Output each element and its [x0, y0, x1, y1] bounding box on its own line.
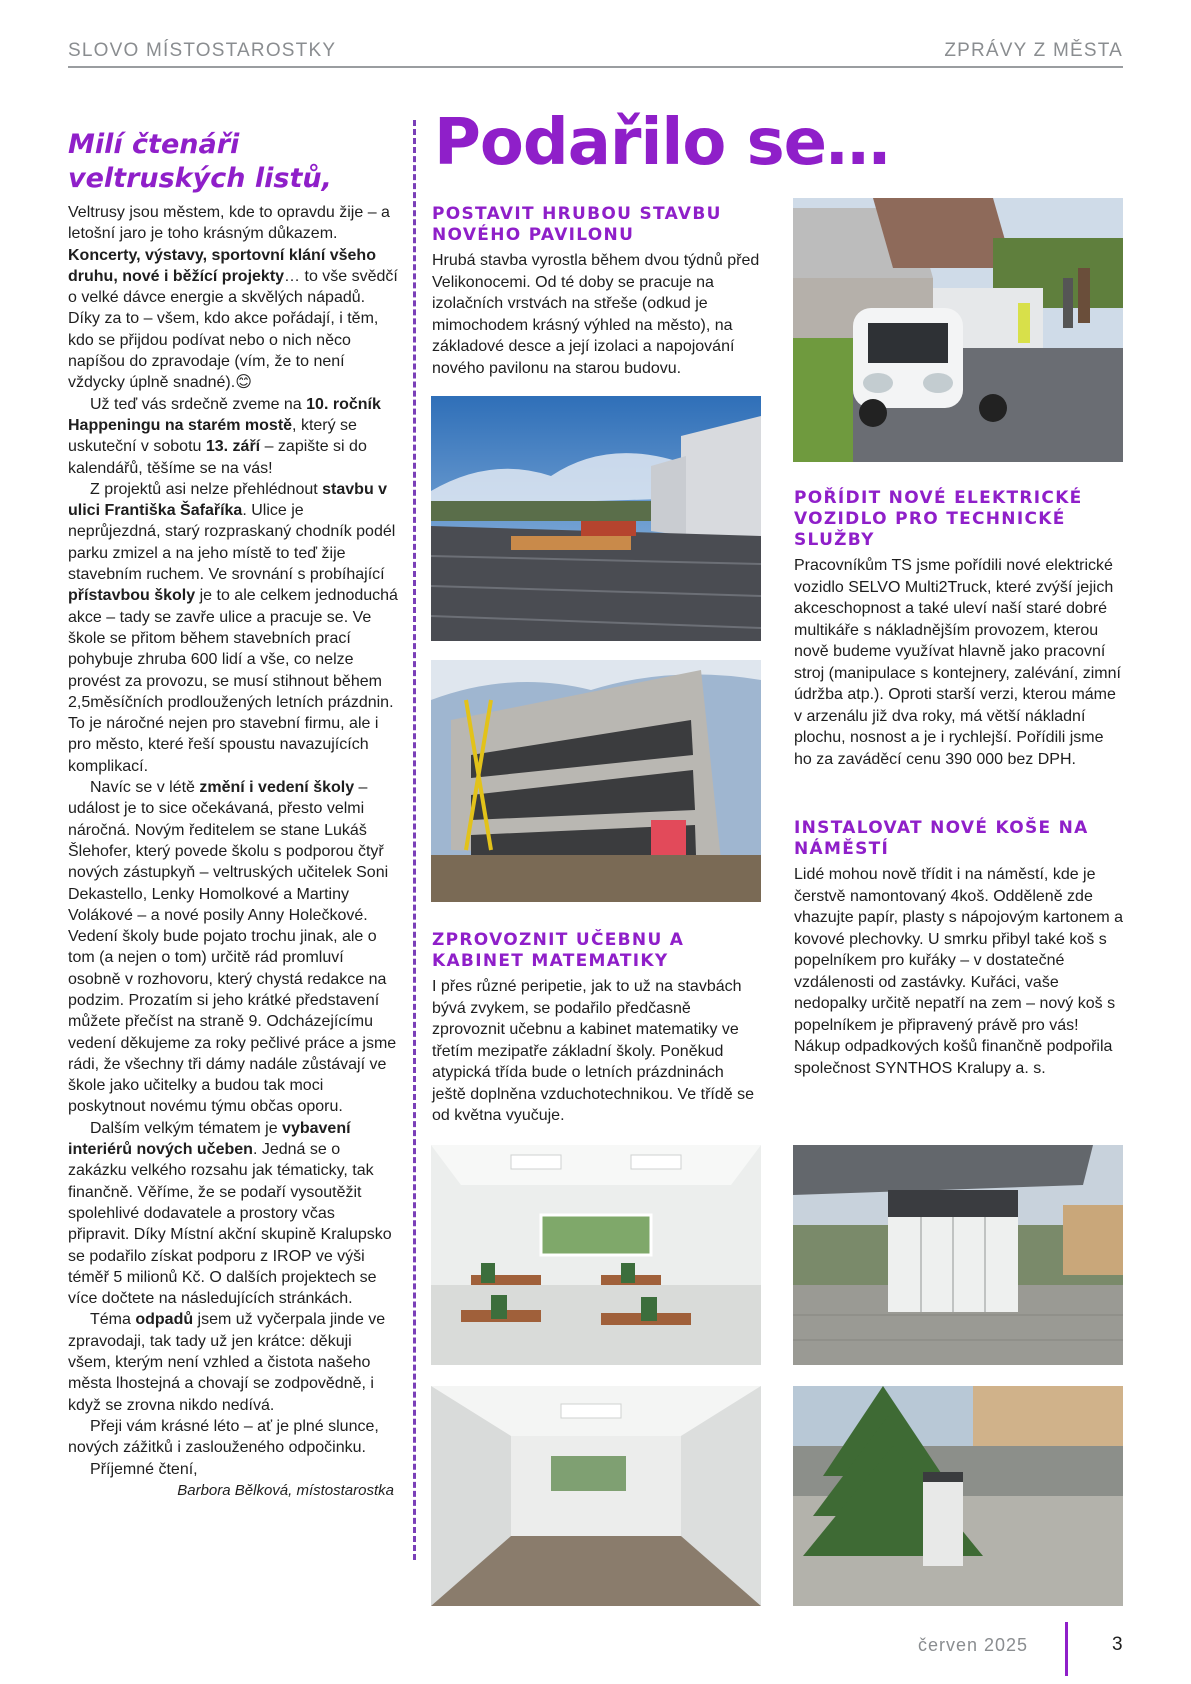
section-pavilon	[432, 204, 760, 379]
photo-math-classroom	[431, 1145, 761, 1365]
section-text: Hrubá stavba vyrostla během dvou týdnů před Velikonocemi. Od té doby se pracuje na izolačních vrstvách na střeše (odkud je mimochodem krásný výhled na město), na základové desce a její izolaci a napojování nového pavilonu na starou budovu.	[432, 252, 760, 377]
photo-math-cabinet	[431, 1386, 761, 1606]
section-heading: ZPROVOZNIT UČEBNU A KABINET MATEMATIKY	[432, 930, 685, 971]
header-section-left: SLOVO MÍSTOSTAROSTKY	[68, 40, 337, 61]
section-vozidlo	[794, 488, 1124, 770]
section-text: Pracovníkům TS jsme pořídili nové elektrické vozidlo SELVO Multi2Truck, které zvýší jejich akceschopnost a také uleví naší staré dobré multikáře s nákladnějším provozem, kterou nově budeme využívat hlavně jako pracovní stroj (manipulace s kontejnery, zalévání, zimní údržba atp.). Oproti starší verzi, kterou máme v arzenálu již dva roky, má větší nákladní plochu, nosnost a je i rychlejší. Pořídili jsme ho za zaváděcí cenu 390 000 bez DPH.	[794, 557, 1121, 768]
footer-divider	[1065, 1622, 1068, 1676]
photo-electric-truck	[793, 198, 1123, 462]
letter-paragraph: Z projektů asi nelze přehlédnout stavbu v ulici Františka Šafaříka. Ulice je neprůjezdná, starý rozpraskaný chodník podél parku zmizel a na jeho místě to teď žije stavebním ruchem. Ve srovnání s probíhající přístavbou školy je to ale celkem jednoduchá akce – tady se zavře ulice a pracuje se. Ve škole se přitom během stavebních prací pohybuje zhruba 600 lidí a vše, co nelze provést za provozu, se musí stihnout během 2,5měsíčních prodloužených letních prázdnin. To je náročné nejen pro stavební firmu, ale i pro město, které řeší spoustu navazujících komplikací.	[68, 480, 398, 775]
letter-paragraph: Dalším velkým tématem je vybavení interiérů nových učeben. Jedná se o zakázku velkého rozsahu jak tématicky, tak finančně. Věříme, že se podaří vysoutěžit spolehlivé dodavatele a prostory včas připravit. Díky Místní akční skupině Kralupsko se podařilo získat podporu z IROP ve výši téměř 5 milionů Kč. O dalších projektech se více dočtete na následujících stránkách.	[68, 1119, 392, 1308]
letter-paragraph: Veltrusy jsou městem, kde to opravdu žije – a letošní jaro je toho krásným důkazem. Koncerty, výstavy, sportovní klání všeho druhu, nové i běžící projekty… to vše svědčí o velké dávce energie a skvělých nápadů. Díky za to – všem, kdo akce pořádají, i těm, kdo se přijdou podívat nebo o nich něco napíšou do zpravodaje (vím, že to není vždycky úplně snadné).😊	[68, 204, 398, 392]
header-section-right: ZPRÁVY Z MĚSTA	[944, 40, 1123, 61]
letter-paragraph: Přeji vám krásné léto – ať je plné slunce, nových zážitků i zaslouženého odpočinku.	[68, 1417, 379, 1457]
photo-smoker-bin	[793, 1386, 1123, 1606]
section-heading: POŘÍDIT NOVÉ ELEKTRICKÉ VOZIDLO PRO TECHNICKÉ SLUŽBY	[794, 488, 1083, 550]
section-ucebna	[432, 930, 760, 1127]
letter-paragraph: Už teď vás srdečně zveme na 10. ročník Happeningu na starém mostě, který se uskuteční v sobotu 13. září – zapište si do kalendářů, těšíme se na vás!	[68, 395, 381, 477]
letter-paragraph: Příjemné čtení,	[90, 1460, 198, 1478]
page-number: 3	[1112, 1634, 1123, 1655]
footer-date: červen 2025	[918, 1635, 1029, 1655]
section-kose	[794, 818, 1124, 1079]
photo-recycling-bins	[793, 1145, 1123, 1365]
letter-paragraph: Téma odpadů jsem už vyčerpala jinde ve zpravodaji, tak tady už jen krátce: děkuji všem, kterým není vzhled a čistota našeho města lhostejná a chovají se zodpovědně, i když se zrovna nikdo nedívá.	[68, 1311, 386, 1414]
header-rule	[68, 66, 1123, 68]
section-heading: INSTALOVAT NOVÉ KOŠE NA NÁMĚSTÍ	[794, 818, 1089, 859]
letter-body	[68, 202, 398, 1501]
column-divider	[413, 120, 416, 1560]
section-text: Lidé mohou nově třídit i na náměstí, kde je čerstvě namontovaný 4koš. Odděleně zde vhazujte papír, plasty s nápojovým kartonem a kovové plechovky. U smrku přibyl také koš s popelníkem pro kuřáky – v dostatečné vzdálenosti od zastávky. Kuřáci, vaše nedopalky určitě nepatří na zem – nový koš s popelníkem je připravený právě pro vás! Nákup odpadkových košů finančně podpořila společnost SYNTHOS Kralupy a. s.	[794, 866, 1124, 1077]
section-heading: POSTAVIT HRUBOU STAVBU NOVÉHO PAVILONU	[432, 204, 722, 245]
letter-signature: Barbora Bělková, místostarostka	[177, 1481, 394, 1499]
letter-paragraph: Navíc se v létě změní i vedení školy – událost je to sice očekávaná, přesto velmi náročná. Novým ředitelem se stane Lukáš Šlehofer, který povede školu s podporou čtyř nových zástupkyň – veltruských učitelek Soni Dekastello, Lenky Homolkové a Martiny Volákové – a nové posily Anny Holečkové. Vedení školy bude pojato trochu jinak, ale o tom (a nejen o tom) určitě rád promluví osobně v rozhovoru, který chystá redakce na podzim. Prozatím si jeho krátké představení můžete přečíst na straně 9. Odcházejícímu vedení děkujeme za roky pečlivé práce a jsme rádi, že všechny tři dámy nadále zůstávají ve škole jako učitelky a budou tak moci poskytnout novému týmu občas oporu.	[68, 779, 397, 1116]
photo-pavilon-roof	[431, 396, 761, 641]
photo-pavilon-building	[431, 660, 761, 902]
page-title: Podařilo se…	[434, 106, 890, 180]
section-text: I přes různé peripetie, jak to už na stavbách bývá zvykem, se podařilo předčasně zprovoznit učebnu a kabinet matematiky ve třetím mezipatře základní školy. Poněkud atypická třída bude o letních prázdninách ještě doplněna vzduchotechnikou. Ve třídě se od května vyučuje.	[432, 978, 754, 1124]
letter-greeting: Milí čtenáři veltruských listů,	[68, 129, 332, 194]
